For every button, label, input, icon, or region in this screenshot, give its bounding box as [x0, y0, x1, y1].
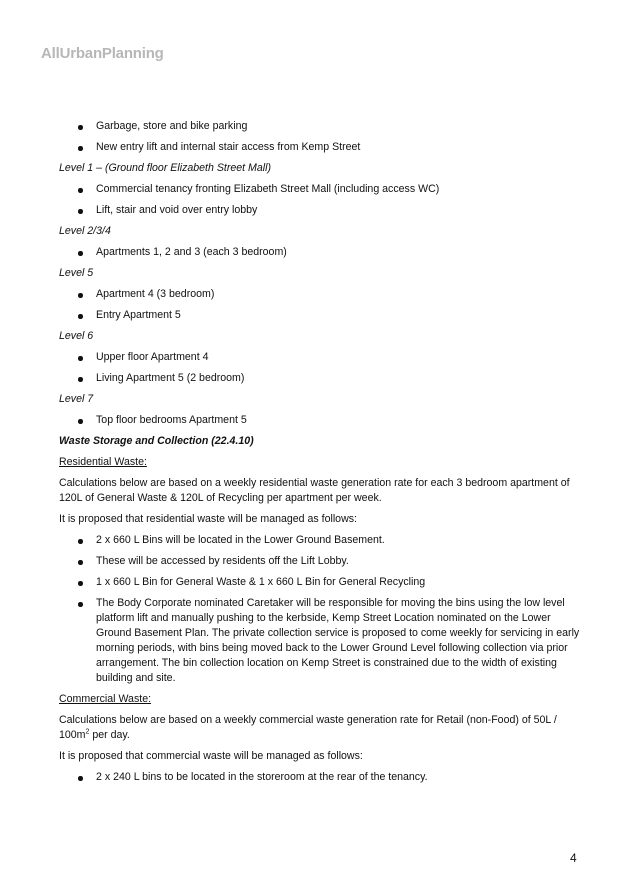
bullet-item: Apartment 4 (3 bedroom): [59, 287, 584, 302]
bullet-item: 2 x 660 L Bins will be located in the Lower Ground Basement.: [59, 533, 584, 548]
bullet-item: Garbage, store and bike parking: [59, 119, 584, 134]
document-body: [59, 119, 584, 791]
bullet-item: The Body Corporate nominated Caretaker will be responsible for moving the bins using the low level platform lift and manually pushing to the kerbside, Kemp Street Location nominated on the Lower Ground Basement Plan. The private collection service is proposed to come weekly for servicing in early morning periods, with bins being moved back to the Lower Ground Level following collection via prior arrangement. The bin collection location on Kemp Street is constrained due to the width of existing building and site.: [59, 596, 584, 686]
company-logo: AllUrbanPlanning: [41, 45, 164, 62]
bullet-item: 1 x 660 L Bin for General Waste & 1 x 660 L Bin for General Recycling: [59, 575, 584, 590]
paragraph: It is proposed that commercial waste will be managed as follows:: [59, 750, 363, 762]
level-heading: Level 7: [59, 393, 94, 405]
subsection-heading: Commercial Waste:: [59, 693, 152, 705]
bullet-item: Upper floor Apartment 4: [59, 350, 584, 365]
section-heading: Waste Storage and Collection (22.4.10): [59, 435, 254, 447]
level-heading: Level 5: [59, 267, 94, 279]
paragraph: Calculations below are based on a weekly commercial waste generation rate for Retail (non-Food) of $50L / 100m^2$ per day.: [59, 714, 557, 741]
bullet-item: Entry Apartment 5: [59, 308, 584, 323]
bullet-item: Top floor bedrooms Apartment 5: [59, 413, 584, 428]
bullet-item: New entry lift and internal stair access from Kemp Street: [59, 140, 584, 155]
bullet-item: 2 x 240 L bins to be located in the storeroom at the rear of the tenancy.: [59, 770, 584, 785]
paragraph: It is proposed that residential waste will be managed as follows:: [59, 513, 357, 525]
level-heading: Level 6: [59, 330, 94, 342]
bullet-item: These will be accessed by residents off the Lift Lobby.: [59, 554, 584, 569]
bullet-item: Lift, stair and void over entry lobby: [59, 203, 584, 218]
page-number: 4: [570, 851, 577, 865]
bullet-item: Apartments 1, 2 and 3 (each 3 bedroom): [59, 245, 584, 260]
bullet-item: Living Apartment 5 (2 bedroom): [59, 371, 584, 386]
paragraph: Calculations below are based on a weekly residential waste generation rate for each 3 bedroom apartment of 120L of General Waste & 120L of Recycling per apartment per week.: [59, 477, 570, 504]
bullet-item: Commercial tenancy fronting Elizabeth Street Mall (including access WC): [59, 182, 584, 197]
level-heading: Level 1 – (Ground floor Elizabeth Street Mall): [59, 162, 271, 174]
subsection-heading: Residential Waste:: [59, 456, 147, 468]
level-heading: Level 2/3/4: [59, 225, 111, 237]
